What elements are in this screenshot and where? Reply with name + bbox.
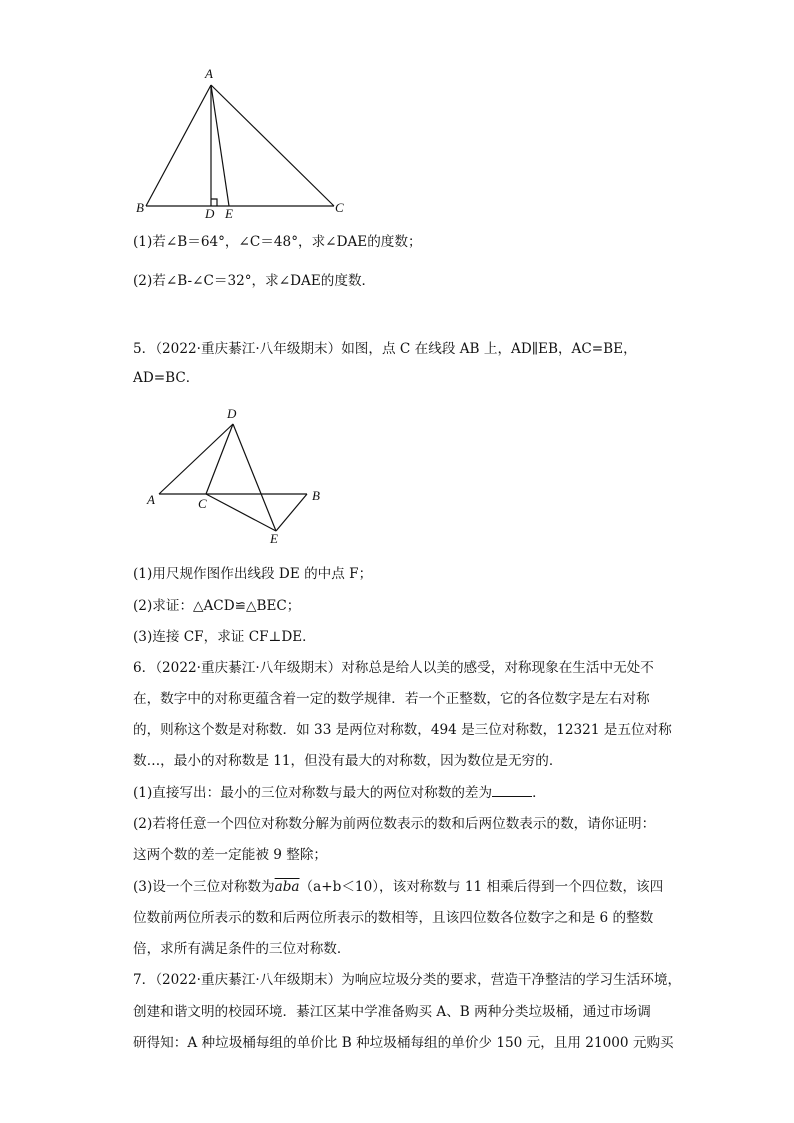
q6-subquestion-3-line-1 xyxy=(133,878,663,896)
q6-subquestion-2-line-2: 这两个数的差一定能被 9 整除； xyxy=(133,847,328,863)
point-label-e: E xyxy=(225,206,233,221)
q6-subquestion-1-text: (1)直接写出：最小的三位对称数与最大的两位对称数的差为 xyxy=(133,785,493,801)
geometry-figure-2 xyxy=(0,0,794,560)
q6-subquestion-3-line-3: 倍，求所有满足条件的三位对称数． xyxy=(133,941,351,957)
point-label-d-2: D xyxy=(227,406,237,421)
q7-stem-line-3: 研得知：A 种垃圾桶每组的单价比 B 种垃圾桶每组的单价少 150 元，且用 21000 元购买 xyxy=(133,1035,674,1051)
q7-stem-line-1: 7．（2022·重庆綦江·八年级期末）为响应垃圾分类的要求，营造干净整洁的学习生活环境， xyxy=(133,972,682,988)
q5-stem-line-2: AD=BC． xyxy=(133,370,200,386)
q5-subquestion-2: (2)求证：△ACD≌△BEC； xyxy=(133,598,301,614)
symmetric-number-aba: $\overline{aba}$ xyxy=(274,879,300,895)
q4-subquestion-2: (2)若∠B-∠C＝32°，求∠DAE的度数． xyxy=(133,273,376,289)
point-label-e-2: E xyxy=(270,531,278,546)
q6-stem-line-1: 6．（2022·重庆綦江·八年级期末）对称总是给人以美的感受，对称现象在生活中无处不 xyxy=(133,660,654,676)
q6-stem-line-2: 在，数字中的对称更蕴含着一定的数学规律．若一个正整数，它的各位数字是左右对称 xyxy=(133,691,650,707)
point-label-a: A xyxy=(205,66,213,81)
point-label-d: D xyxy=(205,206,215,221)
q6-subquestion-3-pre: (3)设一个三位对称数为 xyxy=(133,879,275,895)
segment-eb-2 xyxy=(276,494,307,531)
point-label-a-2: A xyxy=(147,492,155,507)
q6-subquestion-3-line-2: 位数前两位所表示的数和后两位所表示的数相等，且该四位数各位数字之和是 6 的整数 xyxy=(133,910,654,926)
q6-stem-line-4: 数…，最小的对称数是 11，但没有最大的对称数，因为数位是无穷的． xyxy=(133,753,563,769)
q4-subquestion-1: (1)若∠B＝64°，∠C＝48°，求∠DAE的度数； xyxy=(133,234,422,250)
q6-subquestion-2-line-1: (2)若将任意一个四位对称数分解为前两位数表示的数和后两位数表示的数，请你证明： xyxy=(133,816,656,832)
point-label-b: B xyxy=(136,200,144,215)
point-label-c: C xyxy=(335,200,344,215)
segment-ce-2 xyxy=(206,494,276,531)
q6-subquestion-3-post: （a+b＜10），该对称数与 11 相乘后得到一个四位数，该四 xyxy=(299,879,664,895)
q6-subquestion-1-end: ． xyxy=(532,785,546,801)
segment-ad-2 xyxy=(159,424,233,494)
q6-stem-line-3: 的，则称这个数是对称数．如 33 是两位对称数，494 是三位对称数，12321 是五位对称 xyxy=(133,722,672,738)
q5-subquestion-1: (1)用尺规作图作出线段 DE 的中点 F； xyxy=(133,566,373,582)
q5-stem-line-1: 5．（2022·重庆綦江·八年级期末）如图，点 C 在线段 AB 上，AD∥EB，AC=BE， xyxy=(133,341,637,357)
q6-subquestion-1 xyxy=(133,784,546,802)
segment-de-2 xyxy=(233,424,276,531)
point-label-c-2: C xyxy=(198,496,207,511)
segment-dc-2 xyxy=(206,424,233,494)
answer-blank[interactable] xyxy=(492,784,532,797)
q5-subquestion-3: (3)连接 CF，求证 CF⊥DE． xyxy=(133,629,316,645)
point-label-b-2: B xyxy=(312,488,320,503)
q7-stem-line-2: 创建和谐文明的校园环境．綦江区某中学准备购买 A、B 两种分类垃圾桶，通过市场调 xyxy=(133,1004,651,1020)
